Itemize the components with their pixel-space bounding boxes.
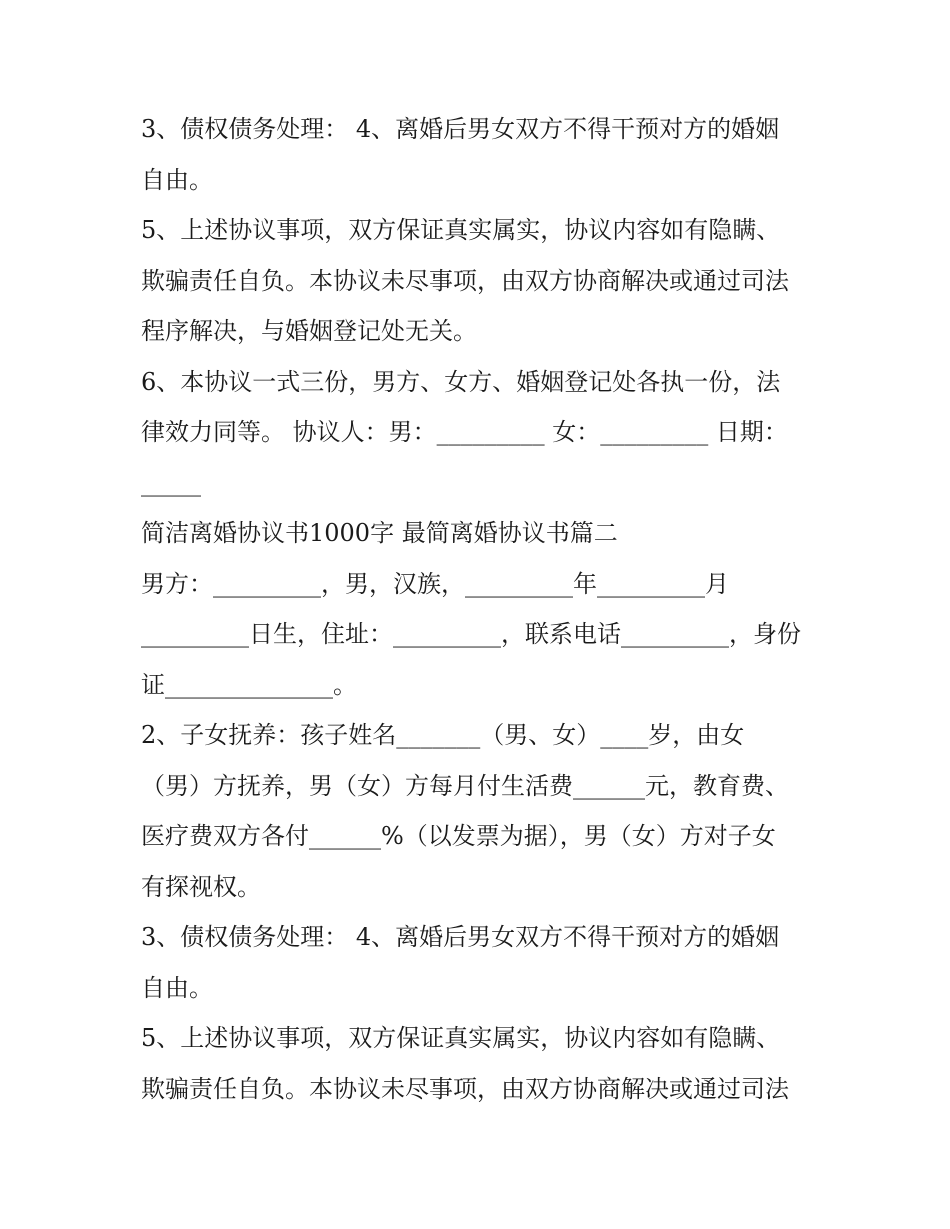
text-line: 2、子女抚养：孩子姓名_______（男、女）____岁，由女 [141,721,745,749]
text-line: _________日生，住址：_________，联系电话_________，身份 [141,620,801,648]
text-line: 程序解决，与婚姻登记处无关。 [141,317,477,345]
text-line: 有探视权。 [141,872,261,901]
text-line: 自由。 [141,973,213,1002]
text-line: 5、上述协议事项，双方保证真实属实，协议内容如有隐瞒、 [141,216,781,244]
text-line: 5、上述协议事项，双方保证真实属实，协议内容如有隐瞒、 [141,1024,781,1052]
text-line: 自由。 [141,165,213,194]
text-line: _____ [141,468,201,497]
text-line: 欺骗责任自负。本协议未尽事项，由双方协商解决或通过司法 [141,266,789,295]
text-line: 3、债权债务处理： 4、离婚后男女双方不得干预对方的婚姻 [141,923,780,951]
text-line: 证______________。 [141,670,357,699]
text-line: 欺骗责任自负。本协议未尽事项，由双方协商解决或通过司法 [141,1074,789,1103]
text-line: 6、本协议一式三份，男方、女方、婚姻登记处各执一份，法 [141,367,781,396]
section-heading: 简洁离婚协议书1000字 最简离婚协议书篇二 [141,519,618,547]
document-body [141,104,821,1114]
text-line: 律效力同等。 协议人：男：_________ 女：_________ 日期： [141,418,788,446]
text-line: 医疗费双方各付______%（以发票为据），男（女）方对子女 [141,822,776,850]
text-line: 3、债权债务处理： 4、离婚后男女双方不得干预对方的婚姻 [141,115,780,143]
text-line: 男方：_________，男，汉族，_________年_________月 [141,569,729,598]
text-line: （男）方抚养，男（女）方每月付生活费______元，教育费、 [141,771,789,800]
